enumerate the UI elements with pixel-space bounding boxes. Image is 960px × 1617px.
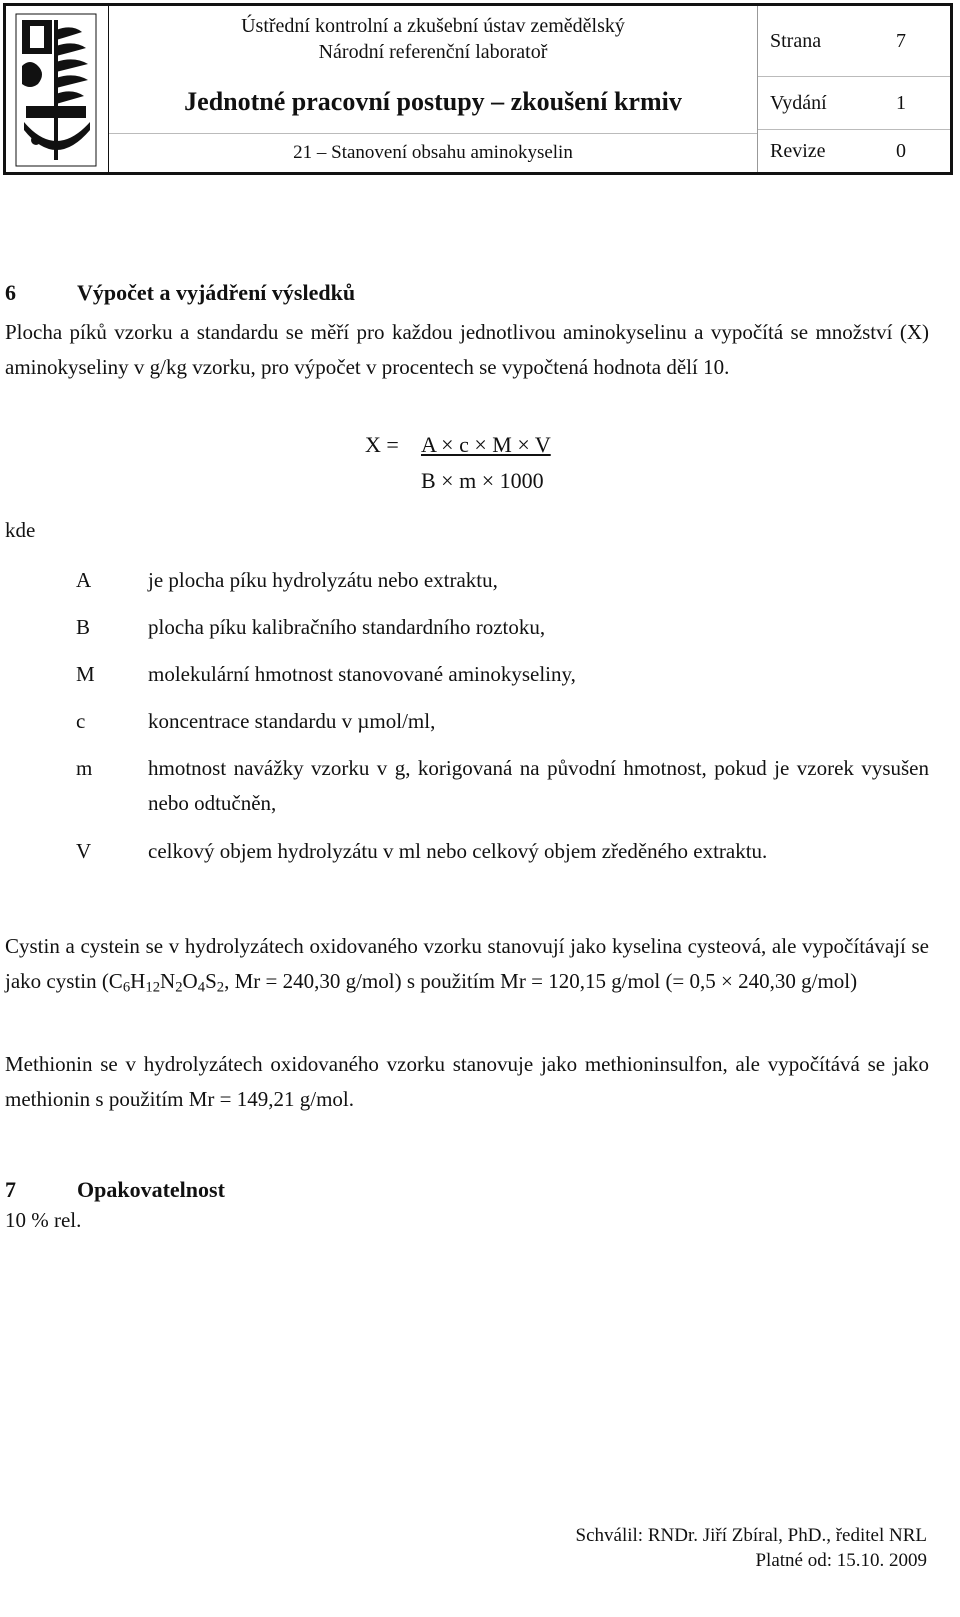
definition-text: koncentrace standardu v µmol/ml, — [148, 709, 436, 733]
meta-row-edition — [758, 77, 950, 130]
meta-value: 7 — [896, 29, 906, 52]
document-subtitle: 21 – Stanovení obsahu aminokyselin — [109, 133, 757, 172]
meta-row-revision — [758, 130, 950, 172]
meta-value: 1 — [896, 91, 906, 114]
definition-row — [5, 657, 929, 692]
document-header — [3, 3, 953, 175]
formula-numerator: A × c × M × V — [421, 432, 551, 457]
meta-row-page — [758, 6, 950, 77]
section-heading-7 — [5, 1177, 225, 1203]
subscript: 6 — [122, 979, 131, 996]
definition-text: plocha píku kalibračního standardního roztoku, — [148, 615, 546, 639]
definition-symbol: B — [76, 615, 91, 639]
meta-label: Strana — [770, 29, 822, 52]
formula-atom: S — [205, 969, 217, 993]
footer-valid-from: Platné od: 15.10. 2009 — [755, 1550, 927, 1571]
document-title: Jednotné pracovní postupy – zkoušení krmiv — [184, 87, 682, 116]
meta-label: Vydání — [770, 91, 827, 114]
subscript: 2 — [216, 979, 225, 996]
section-title: Opakovatelnost — [77, 1177, 225, 1202]
subscript: 12 — [145, 979, 161, 996]
definition-row — [5, 704, 929, 739]
definition-symbol: A — [76, 568, 92, 592]
where-label: kde — [5, 518, 36, 542]
formula-atom: N — [160, 969, 176, 993]
cystine-paragraph — [5, 929, 929, 999]
subscript: 2 — [175, 979, 183, 996]
definition-symbol: M — [76, 662, 95, 686]
methionine-paragraph: Methionin se v hydrolyzátech oxidovaného vzorku stanovuje jako methioninsulfon, ale vypočítává se jako methionin s použitím Mr = 149,21 g/mol. — [5, 1052, 929, 1111]
formula-top — [365, 432, 551, 468]
formula-lhs: X = — [365, 432, 399, 457]
definition-symbol: c — [76, 709, 86, 733]
header-center — [109, 6, 758, 172]
meta-label: Revize — [770, 139, 826, 162]
lab-name: Národní referenční laboratoř — [318, 40, 548, 63]
cystine-text-end: , Mr = 240,30 g/mol) s použitím Mr = 120,15 g/mol (= 0,5 × 240,30 g/mol) — [224, 969, 858, 993]
section-number: 7 — [5, 1177, 16, 1202]
formula-atom: O — [182, 969, 198, 993]
definition-text: je plocha píku hydrolyzátu nebo extraktu, — [148, 568, 498, 592]
definition-symbol: m — [76, 756, 93, 780]
repeatability-text: 10 % rel. — [5, 1208, 82, 1232]
institute-logo-icon — [12, 10, 100, 170]
definition-row — [5, 610, 929, 645]
meta-value: 0 — [896, 139, 906, 162]
subscript: 4 — [197, 979, 206, 996]
section-number: 6 — [5, 280, 16, 305]
definition-row — [5, 751, 929, 821]
logo-cell — [6, 6, 109, 172]
institute-name: Ústřední kontrolní a zkušební ústav zemědělský — [241, 14, 625, 37]
formula-denominator: B × m × 1000 — [421, 468, 544, 493]
definition-text: celkový objem hydrolyzátu v ml nebo celkový objem zředěného extraktu. — [148, 839, 768, 863]
footer-approved: Schválil: RNDr. Jiří Zbíral, PhD., ředitel NRL — [575, 1525, 927, 1546]
definition-text: molekulární hmotnost stanovované aminokyseliny, — [148, 662, 576, 686]
section-title: Výpočet a vyjádření výsledků — [77, 280, 356, 305]
formula-atom: H — [130, 969, 146, 993]
definition-symbol: V — [76, 839, 92, 863]
section-heading-6 — [5, 280, 355, 306]
intro-paragraph: Plocha píků vzorku a standardu se měří pro každou jednotlivou aminokyselinu a vypočítá se množství (X) aminokyseliny v g/kg vzorku, pro výpočet v procentech se vypočtená hodnota dělí 10. — [5, 320, 929, 379]
header-meta — [758, 6, 950, 172]
cystine-text: Cystin a cystein se v hydrolyzátech oxidovaného vzorku stanovují jako kyselina cysteová, ale vypočítávají se jako cystin (C — [5, 934, 929, 993]
definition-row — [5, 834, 929, 869]
header-institution-block — [109, 6, 757, 71]
definition-row — [5, 563, 929, 598]
formula — [365, 432, 551, 504]
definition-text: hmotnost navážky vzorku v g, korigovaná na původní hmotnost, pokud je vzorek vysušen nebo odtučněn, — [148, 756, 929, 815]
